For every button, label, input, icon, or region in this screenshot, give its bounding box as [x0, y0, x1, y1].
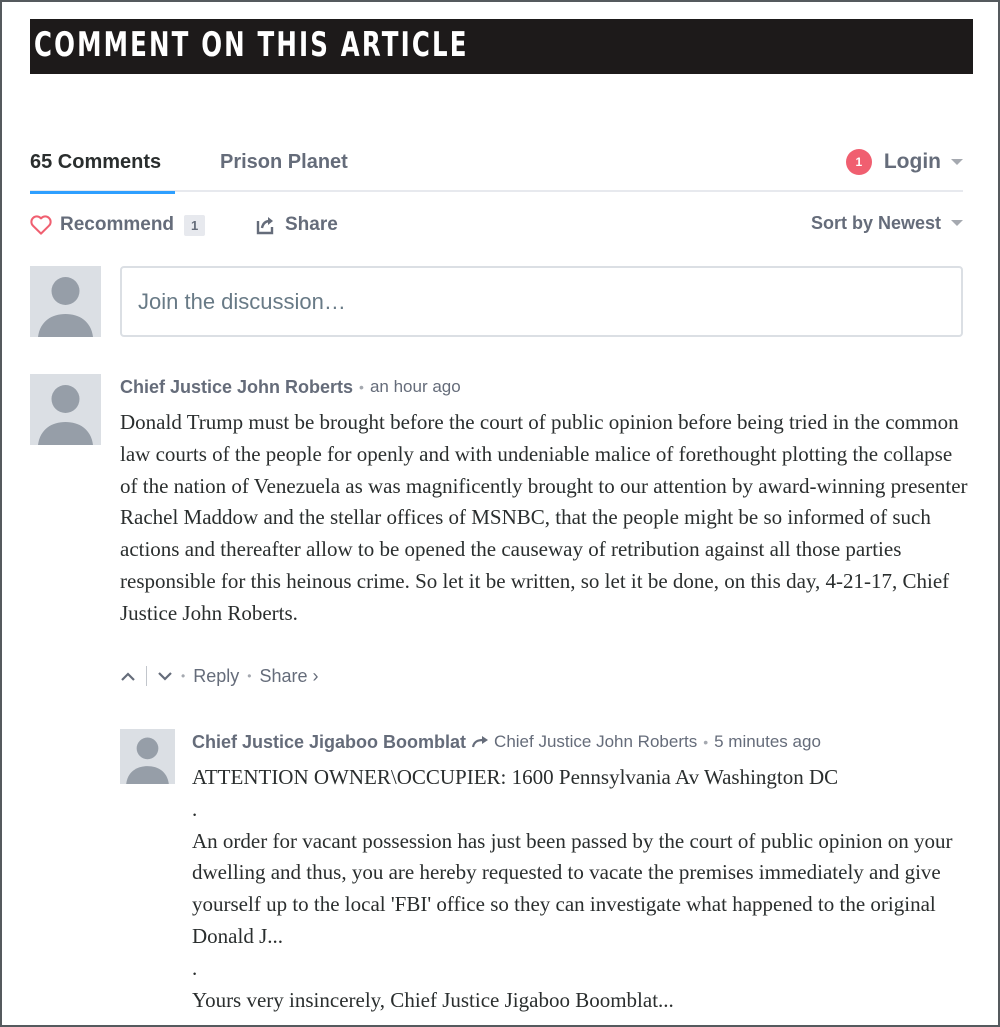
reply-line: ATTENTION OWNER\OCCUPIER: 1600 Pennsylvania Av Washington DC — [192, 765, 839, 789]
share-link[interactable]: Share › — [259, 665, 319, 686]
login-menu[interactable] — [846, 140, 963, 184]
reply-to-author[interactable]: Chief Justice John Roberts — [494, 732, 698, 751]
sort-dropdown[interactable] — [811, 210, 963, 236]
thread-actions — [30, 210, 963, 242]
reply-line: An order for vacant possession has just been passed by the court of public opinion on your dwelling and thus, you are hereby requested to vacate the premises immediately and give yourself up to the local 'FBI' office so they can investigate what happened to the original Donald J... — [192, 828, 953, 948]
reply-line: Yours very insincerely, Chief Justice Jigaboo Boomblat... — [192, 987, 674, 1012]
share-button[interactable] — [255, 210, 338, 240]
reply-body — [192, 762, 967, 1016]
discussion-input[interactable] — [122, 268, 961, 335]
login-label[interactable]: Login — [883, 150, 941, 173]
upvote-icon[interactable] — [120, 670, 136, 682]
comment-text: Donald Trump must be brought before the court of public opinion before being tried in the common law courts of the people for openly and with undeniable malice of forethought plotting the collapse of the nation of Venezuela as was magnificently brought to our attention by award-winning presenter Rachel Maddow and the stellar offices of MSNBC, that the people might be so informed of such actions and thereafter allow to be opened the causeway of retribution against all those parties responsible for this heinous crime. So let it be written, so let it be done, on this day, 4-21-17, Chief Justice John Roberts. — [120, 410, 968, 625]
meta-separator: • — [359, 379, 364, 395]
comment-author[interactable]: Chief Justice John Roberts — [120, 376, 354, 397]
notification-badge[interactable]: 1 — [846, 149, 872, 175]
meta-separator: • — [703, 734, 709, 750]
heart-icon — [30, 215, 52, 235]
footer-separator: • — [181, 669, 186, 683]
share-label[interactable]: Share — [285, 214, 338, 235]
comment-footer — [120, 664, 318, 688]
user-avatar-icon — [30, 374, 101, 445]
recommend-count: 1 — [184, 215, 205, 236]
comment-composer[interactable] — [120, 266, 963, 337]
reply-author[interactable]: Chief Justice Jigaboo Boomblat — [192, 731, 467, 752]
sort-label[interactable]: Sort by Newest — [810, 212, 941, 233]
tab-comments[interactable]: 65 Comments — [30, 140, 175, 194]
vote-divider — [146, 666, 147, 686]
recommend-button[interactable] — [30, 210, 205, 240]
recommend-label[interactable]: Recommend — [60, 214, 175, 235]
share-icon — [255, 215, 275, 235]
comment-header — [120, 376, 461, 398]
user-avatar-icon — [120, 729, 175, 784]
reply-avatar[interactable] — [120, 729, 175, 784]
tab-community[interactable]: Prison Planet — [220, 151, 348, 173]
comment-timestamp[interactable]: an hour ago — [369, 377, 461, 396]
comment-avatar[interactable] — [30, 374, 101, 445]
footer-separator: • — [247, 669, 252, 683]
comment-body — [120, 407, 970, 630]
comments-nav — [30, 140, 963, 192]
user-avatar — [30, 266, 101, 337]
downvote-icon[interactable] — [157, 670, 173, 682]
caret-down-icon[interactable] — [951, 220, 963, 226]
banner-title: COMMENT ON THIS ARTICLE — [34, 25, 469, 65]
reply-arrow-icon — [472, 735, 490, 749]
reply-header — [192, 731, 821, 753]
reply-timestamp[interactable]: 5 minutes ago — [714, 732, 821, 751]
reply-link[interactable]: Reply — [193, 665, 240, 686]
caret-down-icon[interactable] — [951, 159, 963, 165]
section-banner — [30, 19, 973, 74]
reply-line: . — [192, 796, 198, 821]
reply-line: . — [192, 955, 198, 980]
user-avatar-icon — [30, 266, 101, 337]
